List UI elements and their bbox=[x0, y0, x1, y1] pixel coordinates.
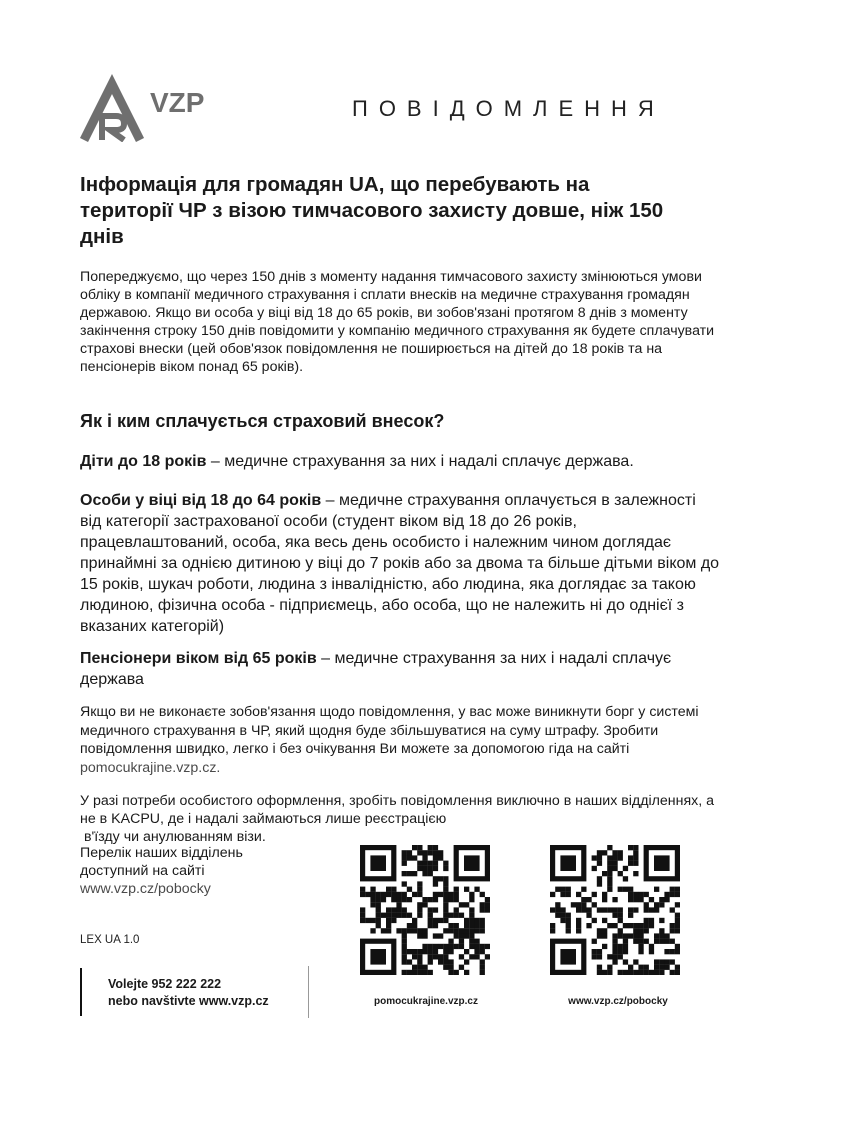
qr-caption-1: pomocukrajine.vzp.cz bbox=[374, 996, 478, 1007]
contact-phone: Volejte 952 222 222 bbox=[108, 977, 222, 991]
branches-line-2: доступний на сайті bbox=[80, 863, 205, 879]
pensioners-text: – медичне страхування за них і надалі сплачує держава bbox=[80, 650, 672, 688]
qr-divider bbox=[308, 966, 309, 1018]
pensioners-paragraph bbox=[80, 648, 720, 690]
personal-paragraph bbox=[80, 792, 720, 846]
personal-text-2: в'їзду чи анулюванням візи. bbox=[84, 829, 266, 845]
page-title: Інформація для громадян UA, що перебувають на території ЧР з візою тимчасового захисту довше, ніж 150 днів bbox=[80, 173, 664, 248]
document-type: ПОВІДОМЛЕННЯ bbox=[352, 96, 665, 121]
children-text: – медичне страхування за них і надалі сплачує держава. bbox=[206, 453, 634, 470]
contact-divider bbox=[80, 968, 82, 1016]
warning-paragraph bbox=[80, 703, 720, 777]
section-heading: Як і ким сплачується страховий внесок? bbox=[80, 411, 445, 431]
branches-url: www.vzp.cz/pobocky bbox=[80, 881, 211, 897]
adults-paragraph bbox=[80, 490, 720, 637]
warning-url: pomocukrajine.vzp.cz. bbox=[80, 759, 221, 776]
pensioners-label: Пенсіонери віком від 65 років bbox=[80, 650, 317, 667]
warning-text: Якщо ви не виконаєте зобов'язання щодо повідомлення, у вас може виникнути борг у системі медичного страхування в ЧР, який щодня буде збільшуватися на суму штрафу. Зробити повідомлення швидко, легко і без очікування Ви можете за допомогою гіда на сайті bbox=[80, 704, 699, 757]
personal-text-1: У разі потреби особистого оформлення, зробіть повідомлення виключно в наших відділеннях, а не в KACPU, де і надалі займаються лише реєстрацією bbox=[80, 793, 715, 827]
qr-code-pobocky bbox=[550, 845, 680, 975]
lex-code: LEX UA 1.0 bbox=[80, 934, 140, 946]
branches-line-1: Перелік наших відділень bbox=[80, 845, 243, 861]
children-label: Діти до 18 років bbox=[80, 453, 207, 470]
vzp-logo bbox=[80, 72, 240, 142]
contact-web: nebo navštivte www.vzp.cz bbox=[108, 994, 269, 1008]
children-paragraph bbox=[80, 451, 720, 472]
branches-block bbox=[80, 844, 243, 898]
contact-block bbox=[108, 976, 269, 1010]
adults-text: – медичне страхування оплачується в залежності від категорії застрахованої особи (студент віком від 18 до 26 років, працевлаштований, особа, яка весь день особисто і належним чином доглядає принаймні за однією дитиною у віці до 7 років або за двома та більше дітьми віком до 15 років, шукач роботи, людина з інвалідністю, або людина, яка доглядає за такою людиною, фізична особа - підприємець, або особа, що не належить ні до однієї з вказаних категорій) bbox=[80, 492, 720, 635]
intro-paragraph: Попереджуємо, що через 150 днів з моменту надання тимчасового захисту змінюються умови обліку в компанії медичного страхування і сплати внесків на медичне страхування громадян державою. Якщо ви особа у віці від 18 до 65 років, ви зобов'язані протягом 8 днів з моменту закінчення строку 150 днів повідомити у компанію медичного страхування як будете сплачувати страхові внески (цей обов'язок повідомлення не поширюється на дітей до 18 років та на пенсіонерів віком понад 65 років). bbox=[80, 269, 715, 375]
logo-text: VZP bbox=[150, 87, 205, 118]
qr-code-pomocukrajine bbox=[360, 845, 490, 975]
adults-label: Особи у віці від 18 до 64 років bbox=[80, 492, 322, 509]
qr-caption-2: www.vzp.cz/pobocky bbox=[568, 996, 668, 1007]
